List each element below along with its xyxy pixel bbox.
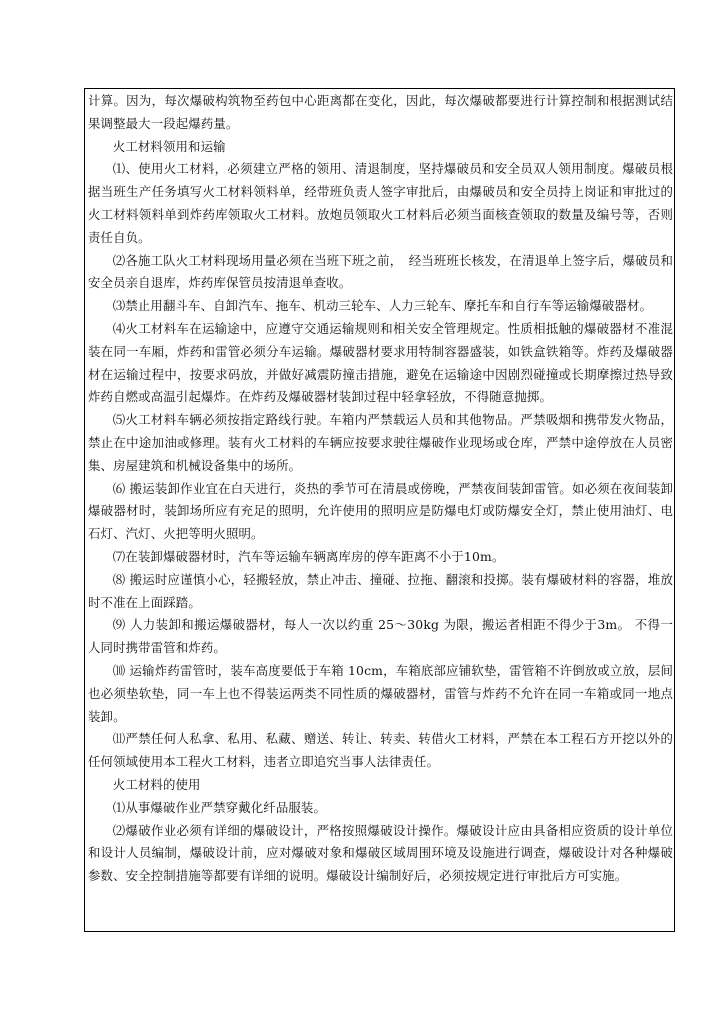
paragraph: ⑸火工材料车辆必须按指定路线行驶。车箱内严禁载运人员和其他物品。严禁吸烟和携带发火物品，禁止在中途加油或修理。装有火工材料的车辆应按要求驶往爆破作业现场或仓库，严禁中途停放在人员密集、房屋建筑和机械设备集中的场所。: [88, 412, 673, 473]
paragraph: ⑺在装卸爆破器材时，汽车等运输车辆离库房的停车距离不小于10m。: [112, 548, 505, 564]
paragraph: ⑻ 搬运时应谨慎小心，轻搬轻放，禁止冲击、撞碰、拉拖、翻滚和投掷。装有爆破材料的容器，堆放时不准在上面踩踏。: [88, 571, 673, 610]
section-heading-transport: 火工材料领用和运输: [112, 138, 226, 154]
document-body: [88, 90, 673, 888]
paragraph: ⑵各施工队火工材料现场用量必须在当班下班之前， 经当班班长核发，在清退单上签字后，爆破员和安全员亲自退库，炸药库保管员按清退单查收。: [88, 252, 673, 291]
section-heading-usage: 火工材料的使用: [112, 776, 201, 792]
paragraph: ⑹ 搬运装卸作业宜在白天进行，炎热的季节可在清晨或傍晚，严禁夜间装卸雷管。如必须在夜间装卸爆破器材时，装卸场所应有充足的照明，允许使用的照明应是防爆电灯或防爆安全灯，禁止使用油灯、电石灯、汽灯、火把等明火照明。: [88, 480, 673, 542]
paragraph: ⑴从事爆破作业严禁穿戴化纤品服装。: [112, 799, 326, 815]
paragraph: ⑾严禁任何人私拿、私用、私藏、赠送、转让、转卖、转借火工材料，严禁在本工程石方开挖以外的任何领域使用本工程火工材料，违者立即追究当事人法律责任。: [88, 731, 673, 770]
paragraph: 计算。因为，每次爆破构筑物至药包中心距离都在变化，因此，每次爆破都要进行计算控制和根据测试结果调整最大一段起爆药量。: [88, 93, 673, 131]
paragraph: ⑷火工材料车在运输途中，应遵守交通运输规则和相关安全管理规定。性质相抵触的爆破器材不准混装在同一车厢，炸药和雷管必须分车运输。爆破器材要求用特制容器盛装，如铁盒铁箱等。炸药及爆破器材在运输过程中，按要求码放，并做好减震防撞击措施，避免在运输途中因剧烈碰撞或长期摩擦过热导致炸药自燃或高温引起爆炸。在炸药及爆破器材装卸过程中轻拿轻放，不得随意抛掷。: [88, 320, 673, 405]
paragraph: ⑵爆破作业必须有详细的爆破设计，严格按照爆破设计操作。爆破设计应由具备相应资质的设计单位和设计人员编制，爆破设计前，应对爆破对象和爆破区域周围环境及设施进行调查，爆破设计对各种爆破参数、安全控制措施等都要有详细的说明。爆破设计编制好后，必须按规定进行审批后方可实施。: [88, 822, 673, 884]
paragraph: ⑽ 运输炸药雷管时，装车高度要低于车箱 10cm，车箱底部应铺软垫，雷管箱不许倒放或立放，层间也必须垫软垫，同一车上也不得装运两类不同性质的爆破器材，雷管与炸药不允许在同一车箱或同一地点装卸。: [88, 662, 673, 724]
paragraph: ⑼ 人力装卸和搬运爆破器材，每人一次以约重 25～30kg 为限，搬运者相距不得少于3m。 不得一人同时携带雷管和炸药。: [88, 617, 673, 656]
paragraph: ⑶禁止用翻斗车、自卸汽车、拖车、机动三轮车、人力三轮车、摩托车和自行车等运输爆破器材。: [112, 298, 653, 314]
paragraph: ⑴、使用火工材料，必须建立严格的领用、清退制度，坚持爆破员和安全员双人领用制度。爆破员根据当班生产任务填写火工材料领料单，经带班负责人签字审批后，由爆破员和安全员持上岗证和审批过的火工材料领料单到炸药库领取火工材料。放炮员领取火工材料后必须当面核查领取的数量及编号等，否则责任自负。: [88, 161, 673, 245]
